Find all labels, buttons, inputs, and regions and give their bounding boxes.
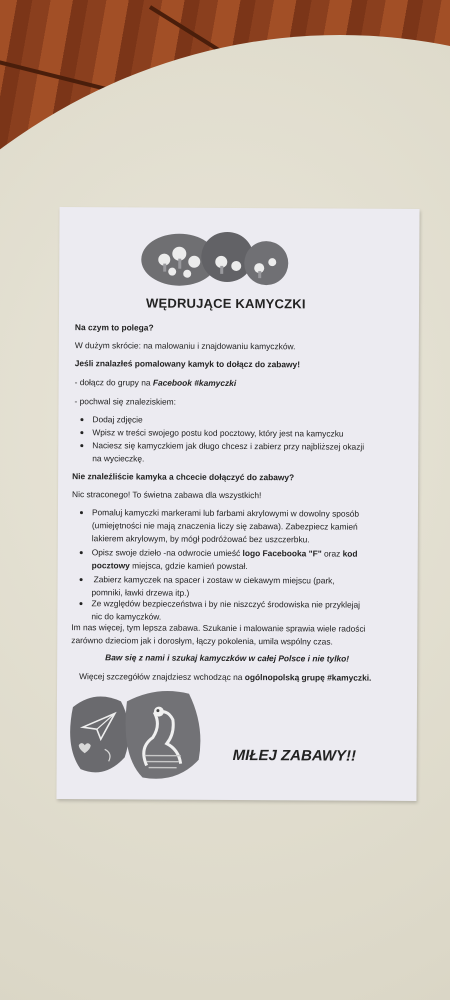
describe-prefix: Opisz swoje dzieło -na odwrocie umieść — [91, 547, 241, 559]
paragraph-nothing-lost: Nic straconego! To świetna zabawa dla wszystkich! — [72, 489, 262, 501]
list2-item-cont: (umiejętności nie mają znaczenia liczy się zabawa). Zabezpiecz kamień — [91, 520, 358, 532]
describe-place: miejsca, gdzie kamień powstał. — [132, 560, 248, 572]
list2-item: Pomaluj kamyczki markerami lub farbami akrylowymi w dowolny sposób — [91, 507, 360, 519]
more-prefix: Więcej szczegółów znajdziesz wchodząc na — [79, 671, 243, 683]
bullet-dot — [80, 551, 83, 554]
more-details-line — [79, 670, 371, 684]
flyer-title: WĘDRUJĄCE KAMYCZKI — [146, 295, 306, 312]
list2-item: Zabierz kamyczek na spacer i zostaw w ciekawym miejscu (park, — [93, 574, 335, 586]
heading-how-it-works: Na czym to polega? — [74, 322, 154, 333]
group-name: ogólnopolską grupę #kamyczki. — [244, 672, 372, 683]
closing-greeting: MIŁEJ ZABAWY!! — [232, 746, 357, 765]
paragraph-summary: W dużym skrócie: na malowaniu i znajdowaniu kamyczków. — [74, 340, 296, 352]
describe-and: oraz — [324, 548, 341, 559]
stone-right — [244, 241, 288, 285]
facebook-group: Facebook #kamyczki — [152, 377, 237, 388]
paragraph-more-fun-cont: zarówno dzieciom jak i dorosłym, łączy pokolenia, umila wspólny czas. — [71, 635, 333, 647]
bullet-dot — [80, 511, 83, 514]
painted-stone-mushrooms-icon — [139, 229, 289, 292]
paragraph-more-fun: Im nas więcej, tym lepsza zabawa. Szukanie i malowanie sprawia wiele radości — [71, 622, 366, 634]
bullet-dot — [80, 418, 83, 421]
join-prefix: - dołącz do grupy na — [74, 377, 151, 388]
list1-item: Naciesz się kamyczkiem jak długo chcesz i zabierz przy najbliższej okazji — [92, 440, 365, 452]
bullet-dot — [80, 578, 83, 581]
join-line — [75, 376, 237, 389]
list2-item-cont — [92, 559, 248, 572]
list2-item-cont: pomniki, ławki drzewa itp.) — [91, 587, 190, 598]
list2-item-cont: nic do kamyczków. — [91, 611, 162, 622]
bullet-dot — [80, 431, 83, 434]
heading-found-stone: Jeśli znalazłeś pomalowany kamyk to dołącz do zabawy! — [74, 358, 301, 370]
list1-item: Wpisz w treści swojego postu kod pocztowy, który jest na kamyczku — [92, 427, 344, 439]
flyer-sheet — [56, 207, 419, 801]
painted-stone-dragon-icon — [117, 685, 208, 785]
list1-item-cont: na wycieczkę. — [92, 453, 145, 464]
slogan: Baw się z nami i szukaj kamyczków w całej Polsce i nie tylko! — [105, 652, 350, 664]
list2-item-cont: lakierem akrylowym, by mógł podróżować bez uszczerbku. — [91, 533, 310, 545]
list2-item: Ze względów bezpieczeństwa i by nie niszczyć środowiska nie przyklejaj — [91, 598, 361, 610]
postal-word: pocztowy — [91, 560, 130, 571]
bullet-dot — [79, 602, 82, 605]
heading-no-stone: Nie znaleźliście kamyka a chcecie dołączyć do zabawy? — [72, 471, 295, 483]
list1-item: Dodaj zdjęcie — [92, 414, 143, 425]
facebook-logo-text: logo Facebooka "F" — [242, 548, 322, 559]
postal-code-text: kod — [342, 548, 358, 559]
bullet-dot — [80, 444, 83, 447]
list2-item — [92, 546, 358, 559]
praise-line: - pochwal się znaleziskiem: — [74, 396, 177, 407]
